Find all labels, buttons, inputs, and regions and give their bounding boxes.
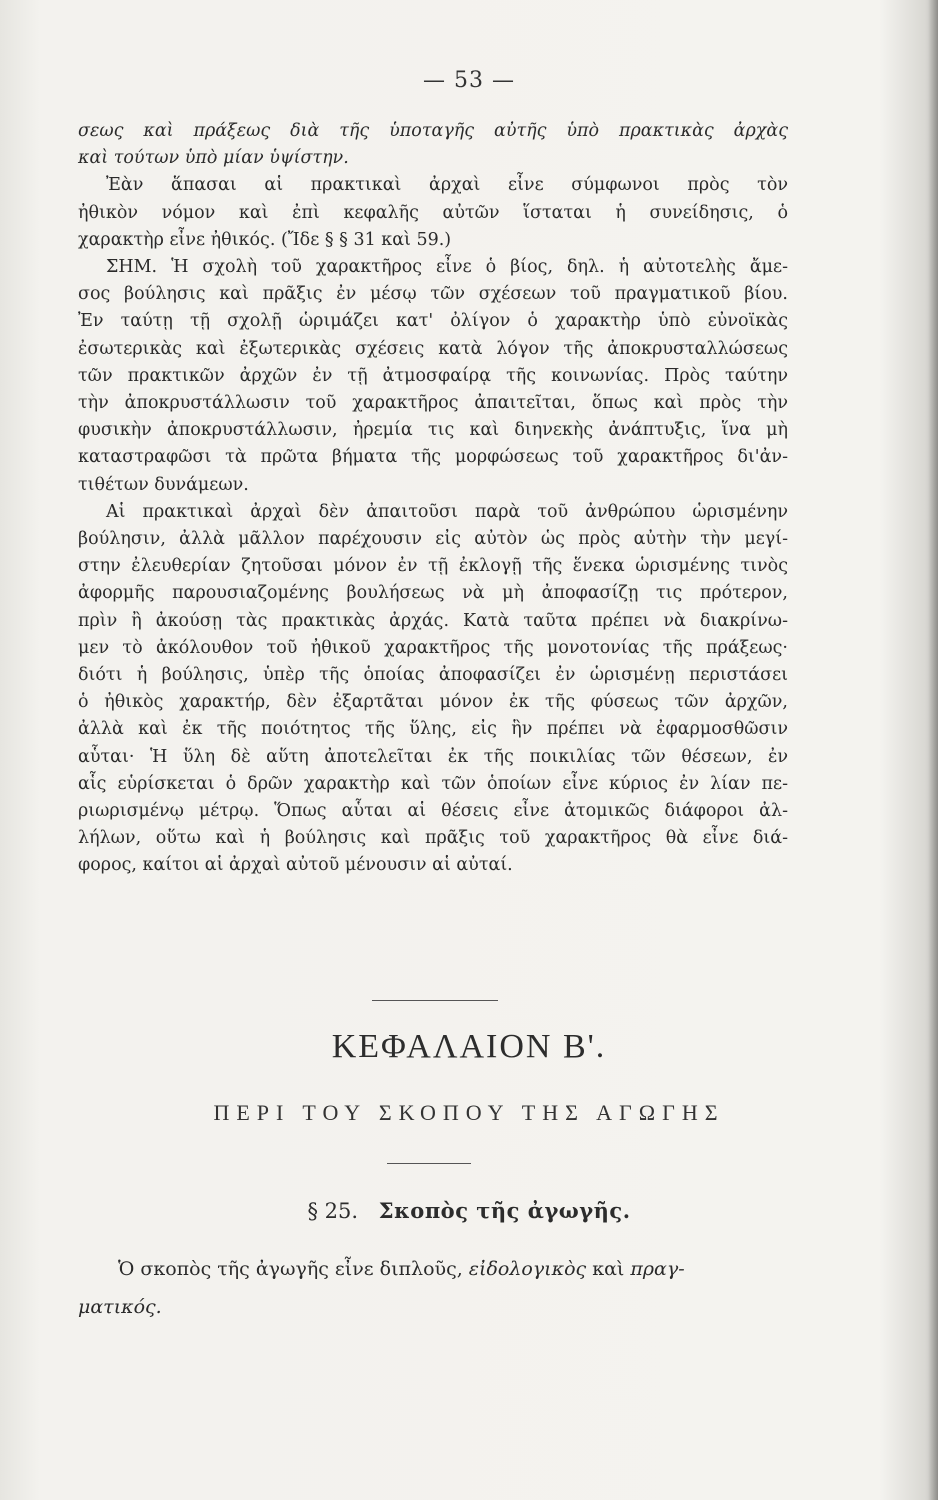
final-text-part: καὶ: [586, 1258, 631, 1280]
section-title: Σκοπὸς τῆς ἀγωγῆς.: [378, 1198, 631, 1223]
final-paragraph: [78, 1250, 808, 1326]
text-line: τιθέτων δυνάμεων.: [78, 474, 249, 495]
chapter-subtitle: ΠΕΡΙ ΤΟΥ ΣΚΟΠΟΥ ΤΗΣ ΑΓΩΓΗΣ: [213, 1100, 725, 1125]
body-text: [78, 118, 788, 880]
text-line: καταστραφῶσι τὰ πρῶτα βήματα τῆς μορφώσεως τοῦ χαρακτῆρος δι'ἀν-: [78, 447, 788, 468]
text-line: ΣΗΜ. Ἡ σχολὴ τοῦ χαρακτῆρος εἶνε ὁ βίος, δηλ. ἡ αὐτοτελὴς ἄμε-: [106, 257, 788, 278]
text-line: στην ἐλευθερίαν ζητοῦσαι μόνον ἐν τῇ ἐκλογῇ τῆς ἕνεκα ὡρισμένης τινὸς: [78, 556, 788, 577]
page-number: — 53 —: [423, 68, 515, 93]
text-line: ριωρισμένῳ μέτρῳ. Ὅπως αὗται αἱ θέσεις εἶνε ἀτομικῶς διάφοροι ἀλ-: [78, 801, 788, 822]
text-line: χαρακτὴρ εἶνε ἠθικός. (Ἴδε § § 31 καὶ 59.): [78, 229, 452, 250]
text-line: Ἐν ταύτῃ τῇ σχολῇ ὡριμάζει κατ' ὀλίγον ὁ χαρακτὴρ ὑπὸ εὐνοϊκὰς: [78, 311, 788, 332]
page-edge-shadow: [928, 0, 938, 1500]
section-divider-middle: [387, 1163, 471, 1164]
text-line: σος βούλησις καὶ πρᾶξις ἐν μέσῳ τῶν σχέσεων τοῦ πραγματικοῦ βίου.: [78, 284, 788, 305]
section-number: § 25.: [307, 1199, 359, 1223]
text-line: τῶν πρακτικῶν ἀρχῶν ἐν τῇ ἀτμοσφαίρᾳ τῆς κοινωνίας. Πρὸς ταύτην: [78, 365, 788, 386]
text-line: Αἱ πρακτικαὶ ἀρχαὶ δὲν ἀπαιτοῦσι παρὰ τοῦ ἀνθρώπου ὡρισμένην: [106, 501, 788, 522]
final-paragraph-line: ματικός.: [78, 1296, 162, 1318]
text-line: ἠθικὸν νόμον καὶ ἐπὶ κεφαλῆς αὐτῶν ἵσταται ἡ συνείδησις, ὁ: [78, 202, 788, 223]
final-text-italic: εἰδολογικὸς: [468, 1258, 587, 1280]
text-line: φυσικὴν ἀποκρυστάλλωσιν, ἠρεμία τις καὶ διηνεκὴς ἀνάπτυξις, ἵνα μὴ: [78, 420, 788, 441]
text-line: λήλων, οὕτω καὶ ἡ βούλησις καὶ πρᾶξις τοῦ χαρακτῆρος θὰ εἶνε διά-: [78, 828, 788, 849]
final-text-part: Ὁ σκοπὸς τῆς ἀγωγῆς εἶνε διπλοῦς,: [118, 1258, 469, 1280]
text-line: διότι ἡ βούλησις, ὑπὲρ τῆς ὁποίας ἀποφασίζει ἐν ὡρισμένῃ περιστάσει: [78, 665, 788, 686]
final-paragraph-line: [78, 1250, 808, 1288]
text-line: σεως καὶ πράξεως διὰ τῆς ὑποταγῆς αὐτῆς ὑπὸ πρακτικὰς ἀρχὰς: [78, 121, 788, 141]
section-heading: [0, 1198, 938, 1223]
text-line: τὴν ἀποκρυστάλλωσιν τοῦ χαρακτῆρος ἀπαιτεῖται, ὅπως καὶ πρὸς τὴν: [78, 393, 788, 414]
text-line: ἀλλὰ καὶ ἐκ τῆς ποιότητος τῆς ὕλης, εἰς ἣν πρέπει νὰ ἐφαρμοσθῶσιν: [78, 719, 788, 740]
text-line: φορος, καίτοι αἱ ἀρχαὶ αὐτοῦ μένουσιν αἱ αὐταί.: [78, 855, 513, 876]
chapter-title: ΚΕΦΑΛΑΙΟΝ Β'.: [331, 1028, 607, 1065]
section-divider-top: [372, 1000, 498, 1001]
text-line: ἐσωτερικὰς καὶ ἐξωτερικὰς σχέσεις κατὰ λόγον τῆς ἀποκρυσταλλώσεως: [78, 338, 788, 359]
final-text-italic: πραγ-: [630, 1258, 685, 1280]
text-line: αὗται· Ἡ ὕλη δὲ αὕτη ἀποτελεῖται ἐκ τῆς ποικιλίας τῶν θέσεων, ἐν: [78, 746, 788, 767]
text-line: ὁ ἠθικὸς χαρακτήρ, δὲν ἐξαρτᾶται μόνον ἐκ τῆς φύσεως τῶν ἀρχῶν,: [78, 692, 788, 713]
text-line: ἀφορμῆς παρουσιαζομένης βουλήσεως νὰ μὴ ἀποφασίζῃ τις πρότερον,: [78, 583, 788, 604]
text-line: μεν τὸ ἀκόλουθον τοῦ ἠθικοῦ χαρακτῆρος τῆς μονοτονίας τῆς πράξεως·: [78, 637, 788, 658]
text-line: καὶ τούτων ὑπὸ μίαν ὑψίστην.: [78, 148, 349, 169]
text-line: βούλησιν, ἀλλὰ μᾶλλον παρέχουσιν εἰς αὐτὸν ὡς πρὸς αὐτὴν τὴν μεγί-: [78, 529, 788, 550]
text-line: αἷς εὑρίσκεται ὁ δρῶν χαρακτὴρ καὶ τῶν ὁποίων εἶνε κύριος ἐν λίαν πε-: [78, 773, 788, 794]
text-line: πρὶν ἢ ἀκούσῃ τὰς πρακτικὰς ἀρχάς. Κατὰ ταῦτα πρέπει νὰ διακρίνω-: [78, 610, 788, 631]
text-line: Ἐὰν ἅπασαι αἱ πρακτικαὶ ἀρχαὶ εἶνε σύμφωνοι πρὸς τὸν: [106, 175, 788, 196]
